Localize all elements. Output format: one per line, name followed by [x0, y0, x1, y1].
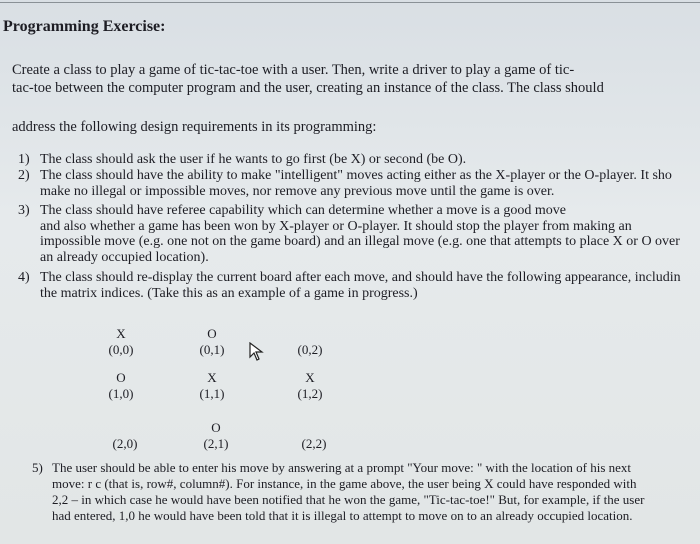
requirement-text: impossible move (e.g. one not on the game board) and an illegal move (e.g. one that attempts to place X or O over — [40, 234, 680, 249]
requirement-text: The class should re-display the current board after each move, and should have the following appearance, includin — [40, 270, 681, 285]
cell-index: (0,2) — [297, 342, 323, 357]
requirement-number: 1) — [18, 152, 30, 167]
cell-mark — [289, 420, 339, 436]
requirement-2 — [18, 168, 672, 199]
requirement-text: move: r c (that is, row#, column#). For instance, in the game above, the user being X could have responded with — [52, 476, 637, 491]
board-cell-2-2 — [289, 420, 339, 452]
cell-index: (1,1) — [199, 386, 225, 401]
cell-index: (0,1) — [199, 342, 225, 357]
requirement-text: make no illegal or impossible moves, nor remove any previous move until the game is over. — [40, 183, 555, 199]
requirement-text: the matrix indices. (Take this as an example of a game in progress.) — [40, 285, 418, 301]
intro-line-2: tac-toe between the computer program and the user, creating an instance of the class. The class should — [12, 80, 604, 96]
requirement-text: The class should ask the user if he wants to go first (be X) or second (be O). — [40, 152, 467, 167]
cell-mark: X — [207, 370, 217, 385]
board-cell-1-2 — [285, 370, 335, 402]
requirement-1 — [18, 152, 466, 168]
board-cell-1-1 — [187, 370, 237, 402]
requirement-text: The class should have the ability to make "intelligent" moves acting either as the X-player or the O-player. It sho — [40, 168, 672, 183]
requirement-text: The user should be able to enter his move by answering at a prompt "Your move: " with the location of his next — [52, 460, 632, 475]
requirement-number: 3) — [18, 203, 30, 218]
board-cell-0-2 — [285, 326, 335, 358]
requirement-number: 5) — [32, 460, 43, 475]
cell-mark — [100, 420, 150, 436]
requirement-4 — [18, 270, 681, 301]
cell-mark — [285, 326, 335, 342]
requirement-text: The class should have referee capability which can determine whether a move is a good move — [40, 203, 566, 218]
cell-mark: O — [211, 420, 221, 435]
cell-mark: X — [116, 326, 126, 341]
requirement-text: an already occupied location). — [40, 249, 209, 265]
requirement-3 — [18, 203, 680, 265]
board-cell-2-0 — [100, 420, 150, 452]
cell-index: (2,0) — [112, 436, 138, 451]
requirement-text: and also whether a game has been won by X-player or O-player. It should stop the player from making an — [40, 218, 632, 234]
board-cell-2-1 — [191, 420, 241, 452]
top-divider — [0, 2, 700, 3]
requirement-5 — [32, 460, 644, 524]
cell-mark: O — [116, 370, 126, 385]
requirement-number: 4) — [18, 270, 30, 285]
mouse-cursor-icon — [249, 342, 265, 362]
requirement-number: 2) — [18, 168, 30, 183]
intro-line-1: Create a class to play a game of tic-tac-toe with a user. Then, write a driver to play a game of tic- — [12, 62, 575, 78]
board-cell-1-0 — [96, 370, 146, 402]
cell-mark: X — [305, 370, 315, 385]
requirement-text: had entered, 1,0 he would have been told that it is illegal to attempt to move on to an already occupied location. — [52, 508, 633, 523]
cell-index: (2,2) — [301, 436, 327, 451]
requirement-text: 2,2 – in which case he would have been notified that he won the game, "Tic-tac-toe!" But, for example, if the user — [52, 492, 645, 507]
board-cell-0-1 — [187, 326, 237, 358]
cell-index: (1,0) — [108, 386, 134, 401]
page-title: Programming Exercise: — [3, 18, 166, 35]
cell-index: (1,2) — [297, 386, 323, 401]
cell-mark: O — [207, 326, 217, 341]
cell-index: (2,1) — [203, 436, 229, 451]
address-line: address the following design requirements in its programming: — [12, 119, 377, 135]
cell-index: (0,0) — [108, 342, 134, 357]
board-cell-0-0 — [96, 326, 146, 358]
